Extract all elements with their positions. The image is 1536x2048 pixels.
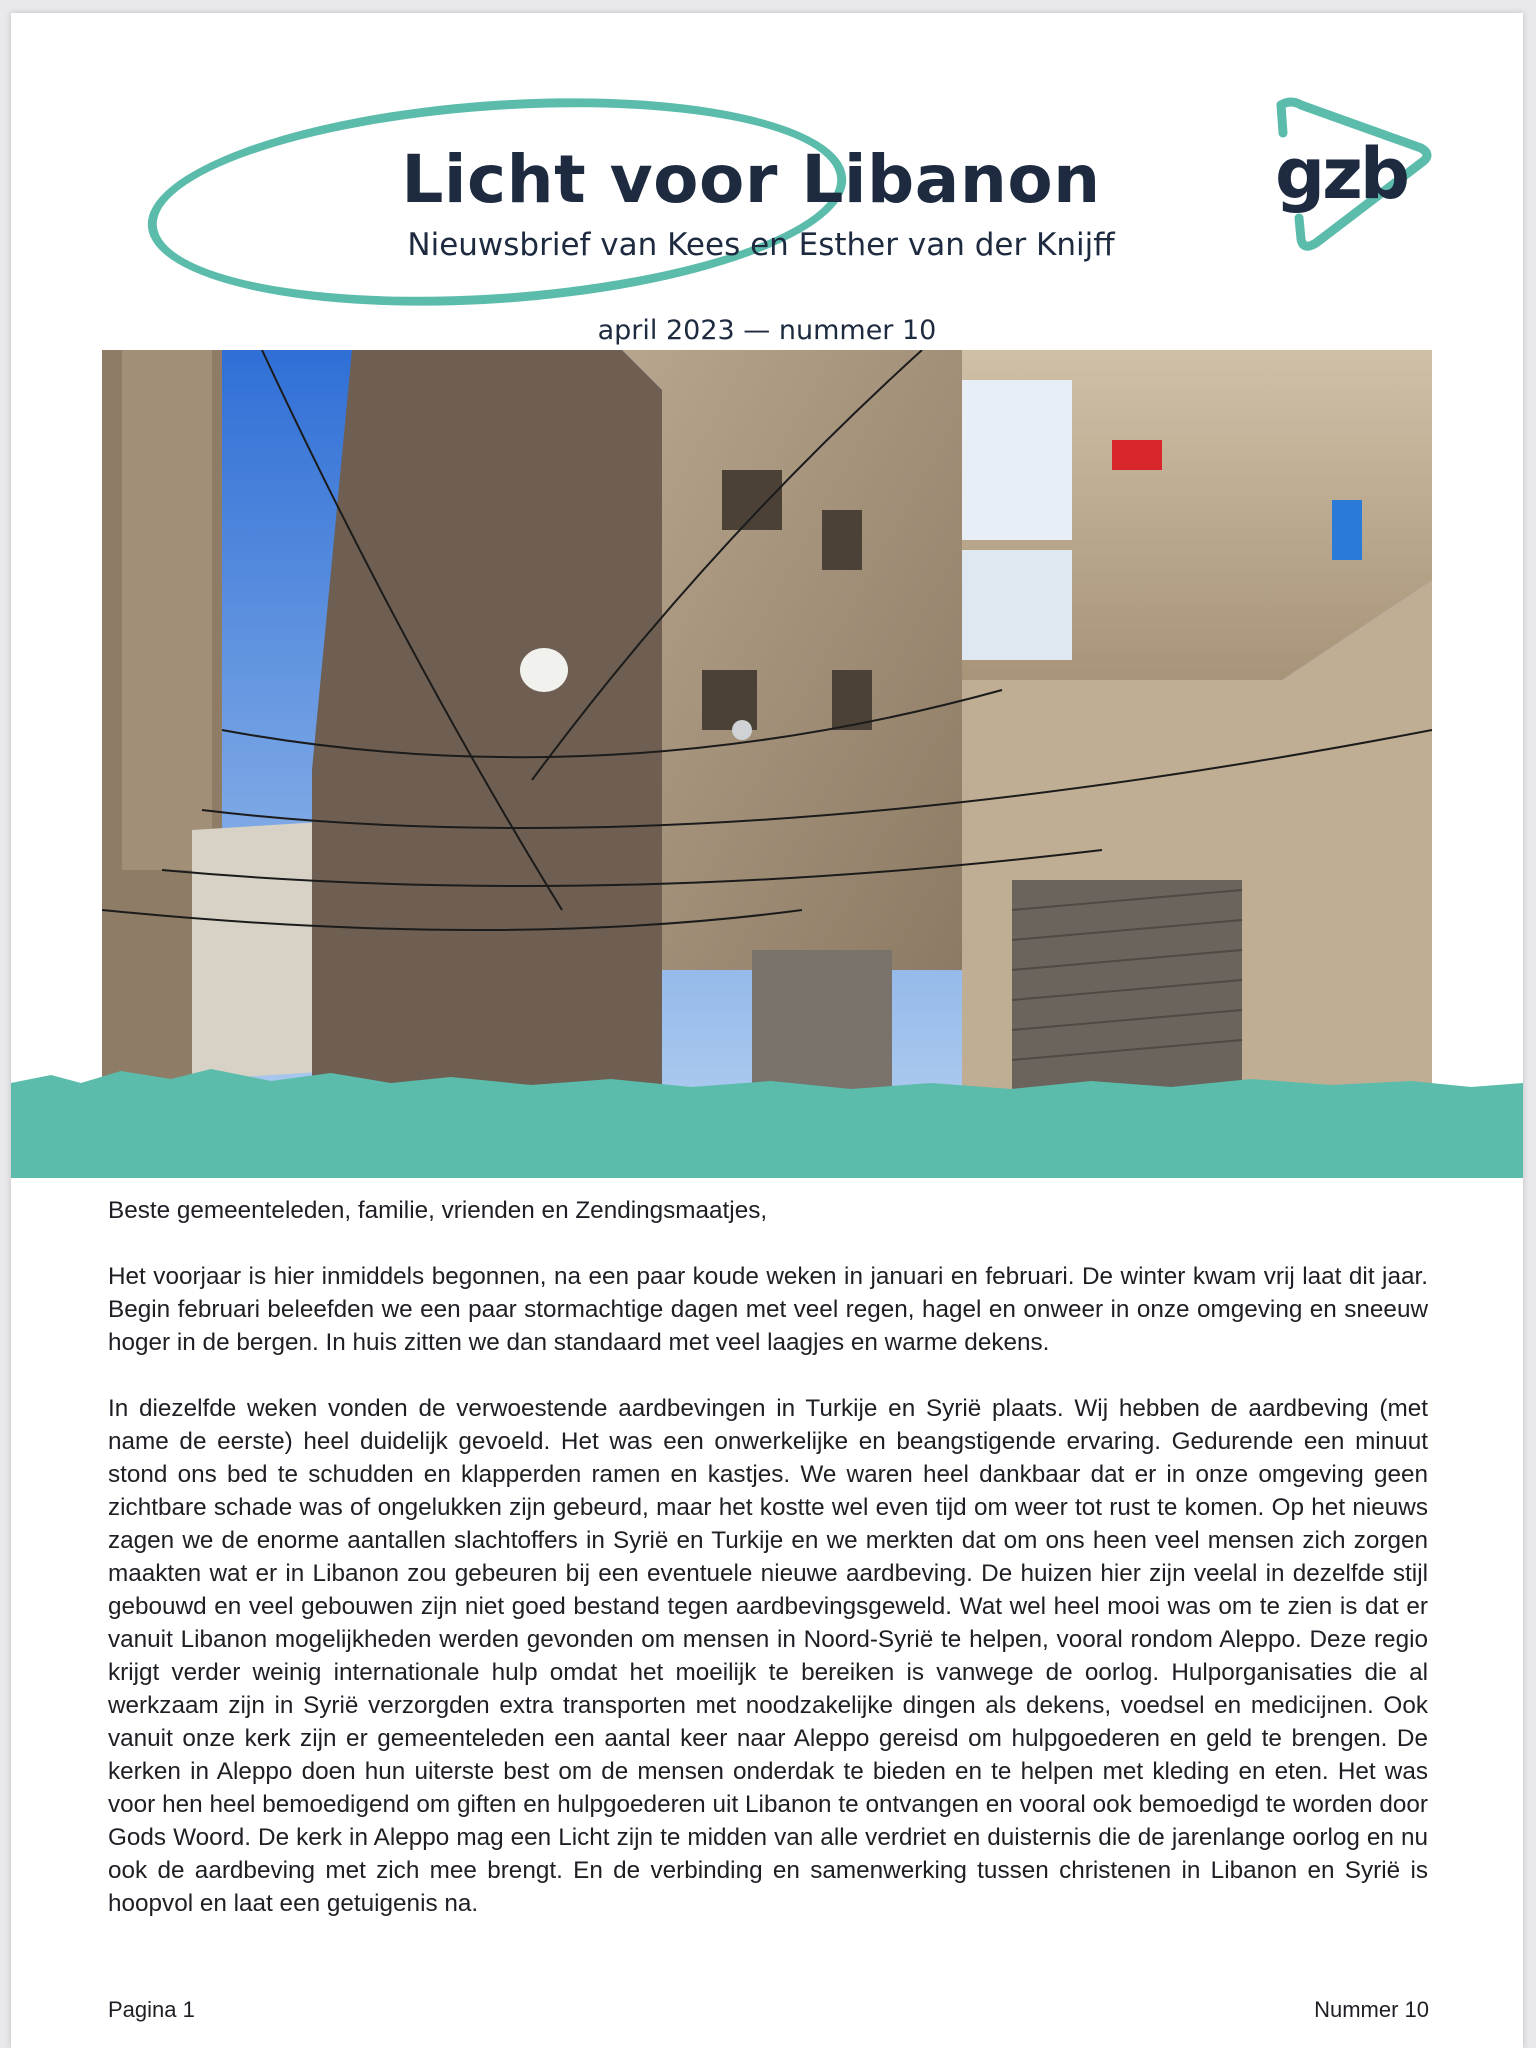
greeting: Beste gemeenteleden, familie, vrienden en Zendingsmaatjes, — [108, 1197, 768, 1224]
logo-text: gzb — [1275, 133, 1407, 215]
page-number: Pagina 1 — [108, 1997, 195, 2022]
issue-date: april 2023 — nummer 10 — [597, 315, 937, 346]
decorative-wave — [11, 1053, 1523, 1178]
paragraph-weather: Het voorjaar is hier inmiddels begonnen, na een paar koude weken in januari en februari. De winter kwam vrij laat dit jaar. Begin februari beleefden we een paar stormachtige dagen met veel regen, hagel en onweer in onze omgeving en sneeuw hoger in de bergen. In huis zitten we dan standaard met veel laagjes en warme dekens. — [108, 1263, 1428, 1356]
street-photo — [102, 350, 1432, 1090]
newsletter-subtitle: Nieuwsbrief van Kees en Esther van der Knijff — [407, 227, 1115, 263]
newsletter-body — [108, 1194, 1428, 1953]
newsletter-title: Licht voor Libanon — [401, 141, 1101, 218]
paragraph-earthquake: In diezelfde weken vonden de verwoestende aardbevingen in Turkije en Syrië plaats. Wij hebben de aardbeving (met name de eerste) heel duidelijk gevoeld. Het was een onwerkelijke en beangstigende ervaring. Gedurende een minuut stond ons bed te schudden en klapperden ramen en kastjes. We waren heel dankbaar dat er in onze omgeving geen zichtbare schade was of ongelukken zijn gebeurd, maar het kostte wel even tijd om weer tot rust te komen. Op het nieuws zagen we de enorme aantallen slachtoffers in Syrië en Turkije en we merkten dat om ons heen veel mensen zich zorgen maakten wat er in Libanon zou gebeuren bij een eventuele nieuwe aardbeving. De huizen hier zijn veelal in dezelfde stijl gebouwd en veel gebouwen zijn niet goed bestand tegen aardbevingsgeweld. Wat wel heel mooi was om te zien is dat er vanuit Libanon mogelijkheden werden gevonden om mensen in Noord-Syrië te helpen, vooral rondom Aleppo. Deze regio krijgt verder weinig internationale hulp omdat het moeilijk te bereiken is vanwege de oorlog. Hulporganisaties die al werkzaam zijn in Syrië verzorgden extra transporten met noodzakelijke dingen als dekens, voedsel en medicijnen. Ook vanuit onze kerk zijn er gemeenteleden een aantal keer naar Aleppo gereisd om hulpgoederen en geld te brengen. De kerken in Aleppo doen hun uiterste best om de mensen onderdak te bieden en te helpen met kleding en eten. Het was voor hen heel bemoedigend om giften en hulpgoederen uit Libanon te ontvangen en vooral ook bemoedigd te worden door Gods Woord. De kerk in Aleppo mag een Licht zijn te midden van alle verdriet en duisternis die de jarenlange oorlog en nu ook de aardbeving met zich mee brengt. En de verbinding en samenwerking tussen christenen in Libanon en Syrië is hoopvol en laat een getuigenis na. — [108, 1395, 1428, 1917]
newsletter-page — [11, 13, 1523, 2048]
issue-number: Nummer 10 — [1314, 1997, 1429, 2022]
newsletter-header — [11, 13, 1523, 353]
gzb-logo — [1261, 93, 1441, 263]
